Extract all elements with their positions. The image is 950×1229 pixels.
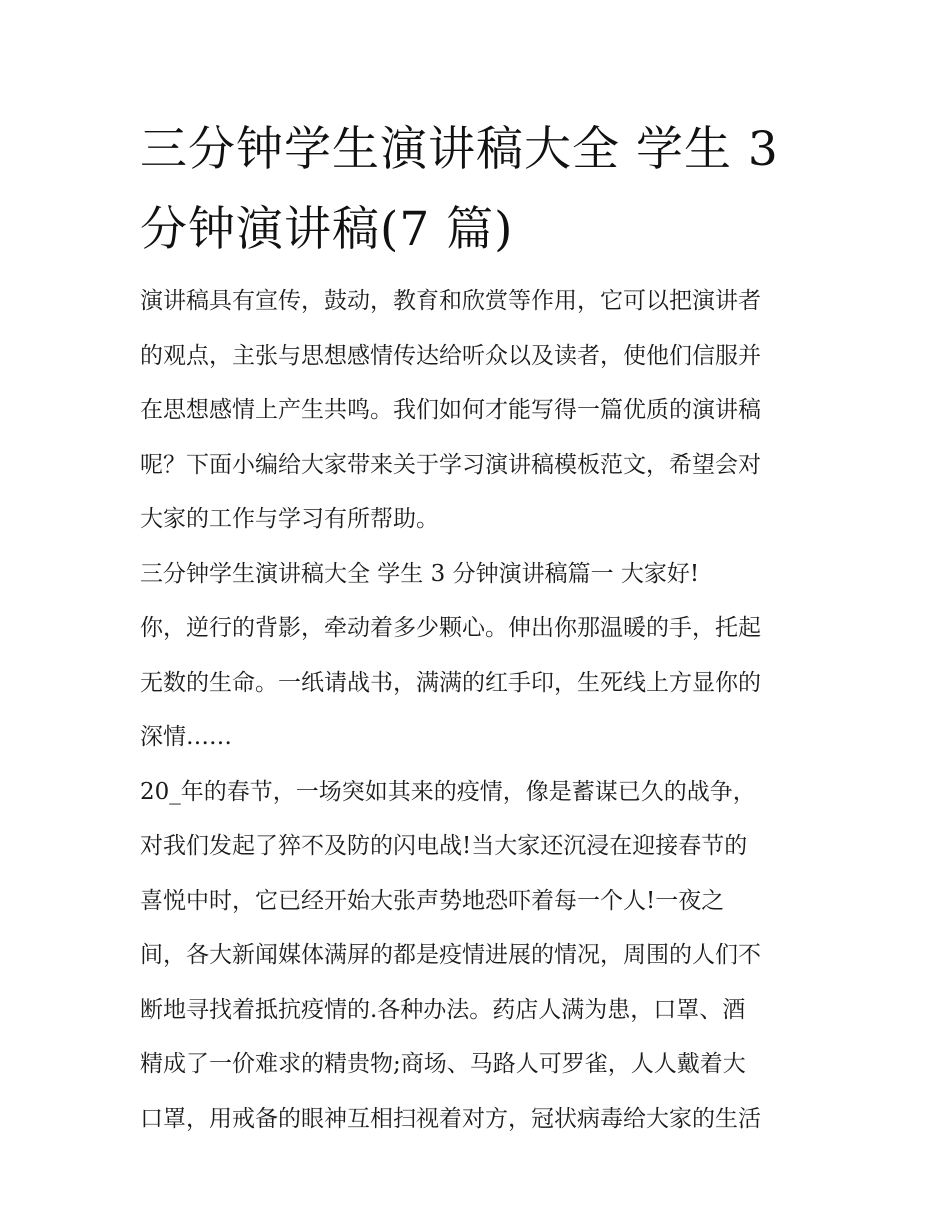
document-body <box>140 274 820 1146</box>
text-line: 三分钟学生演讲稿大全 学生 3 分钟演讲稿篇一 大家好! <box>140 560 700 587</box>
title-line-2: 分钟演讲稿(7 篇) <box>140 202 514 257</box>
text-line: 断地寻找着抵抗疫情的.各种办法。药店人满为患，口罩、酒 <box>140 996 746 1023</box>
text-line: 大家的工作与学习有所帮助。 <box>140 506 439 532</box>
text-line: 对我们发起了猝不及防的闪电战!当大家还沉浸在迎接春节的 <box>140 833 748 859</box>
text-line: 喜悦中时，它已经开始大张声势地恐吓着每一个人!一夜之 <box>140 887 725 914</box>
text-line: 无数的生命。一纸请战书，满满的红手印，生死线上方显你的 <box>140 669 761 696</box>
text-line: 你，逆行的背影，牵动着多少颗心。伸出你那温暖的手，托起 <box>140 615 761 641</box>
text-line: 在思想感情上产生共鸣。我们如何才能写得一篇优质的演讲稿 <box>140 397 761 423</box>
section-heading-paragraph <box>140 547 820 602</box>
body-paragraph <box>140 601 820 765</box>
text-line: 呢？下面小编给大家带来关于学习演讲稿模板范文，希望会对 <box>140 451 761 478</box>
intro-paragraph <box>140 274 820 547</box>
title-line-1: 三分钟学生演讲稿大全 学生 3 <box>140 122 779 177</box>
text-line: 演讲稿具有宣传，鼓动，教育和欣赏等作用，它可以把演讲者 <box>140 288 761 314</box>
text-line: 的观点，主张与思想感情传达给听众以及读者，使他们信服并 <box>140 342 761 369</box>
text-line: 深情…… <box>140 724 232 750</box>
document-title <box>140 110 820 270</box>
text-line: 间，各大新闻媒体满屏的都是疫情进展的情况，周围的人们不 <box>140 942 761 968</box>
text-line: 口罩，用戒备的眼神互相扫视着对方，冠状病毒给大家的生活 <box>140 1105 761 1132</box>
text-line: 20_年的春节，一场突如其来的疫情，像是蓄谋已久的战争， <box>140 778 756 805</box>
body-paragraph <box>140 765 820 1147</box>
text-line: 精成了一价难求的精贵物;商场、马路人可罗雀，人人戴着大 <box>140 1051 746 1077</box>
